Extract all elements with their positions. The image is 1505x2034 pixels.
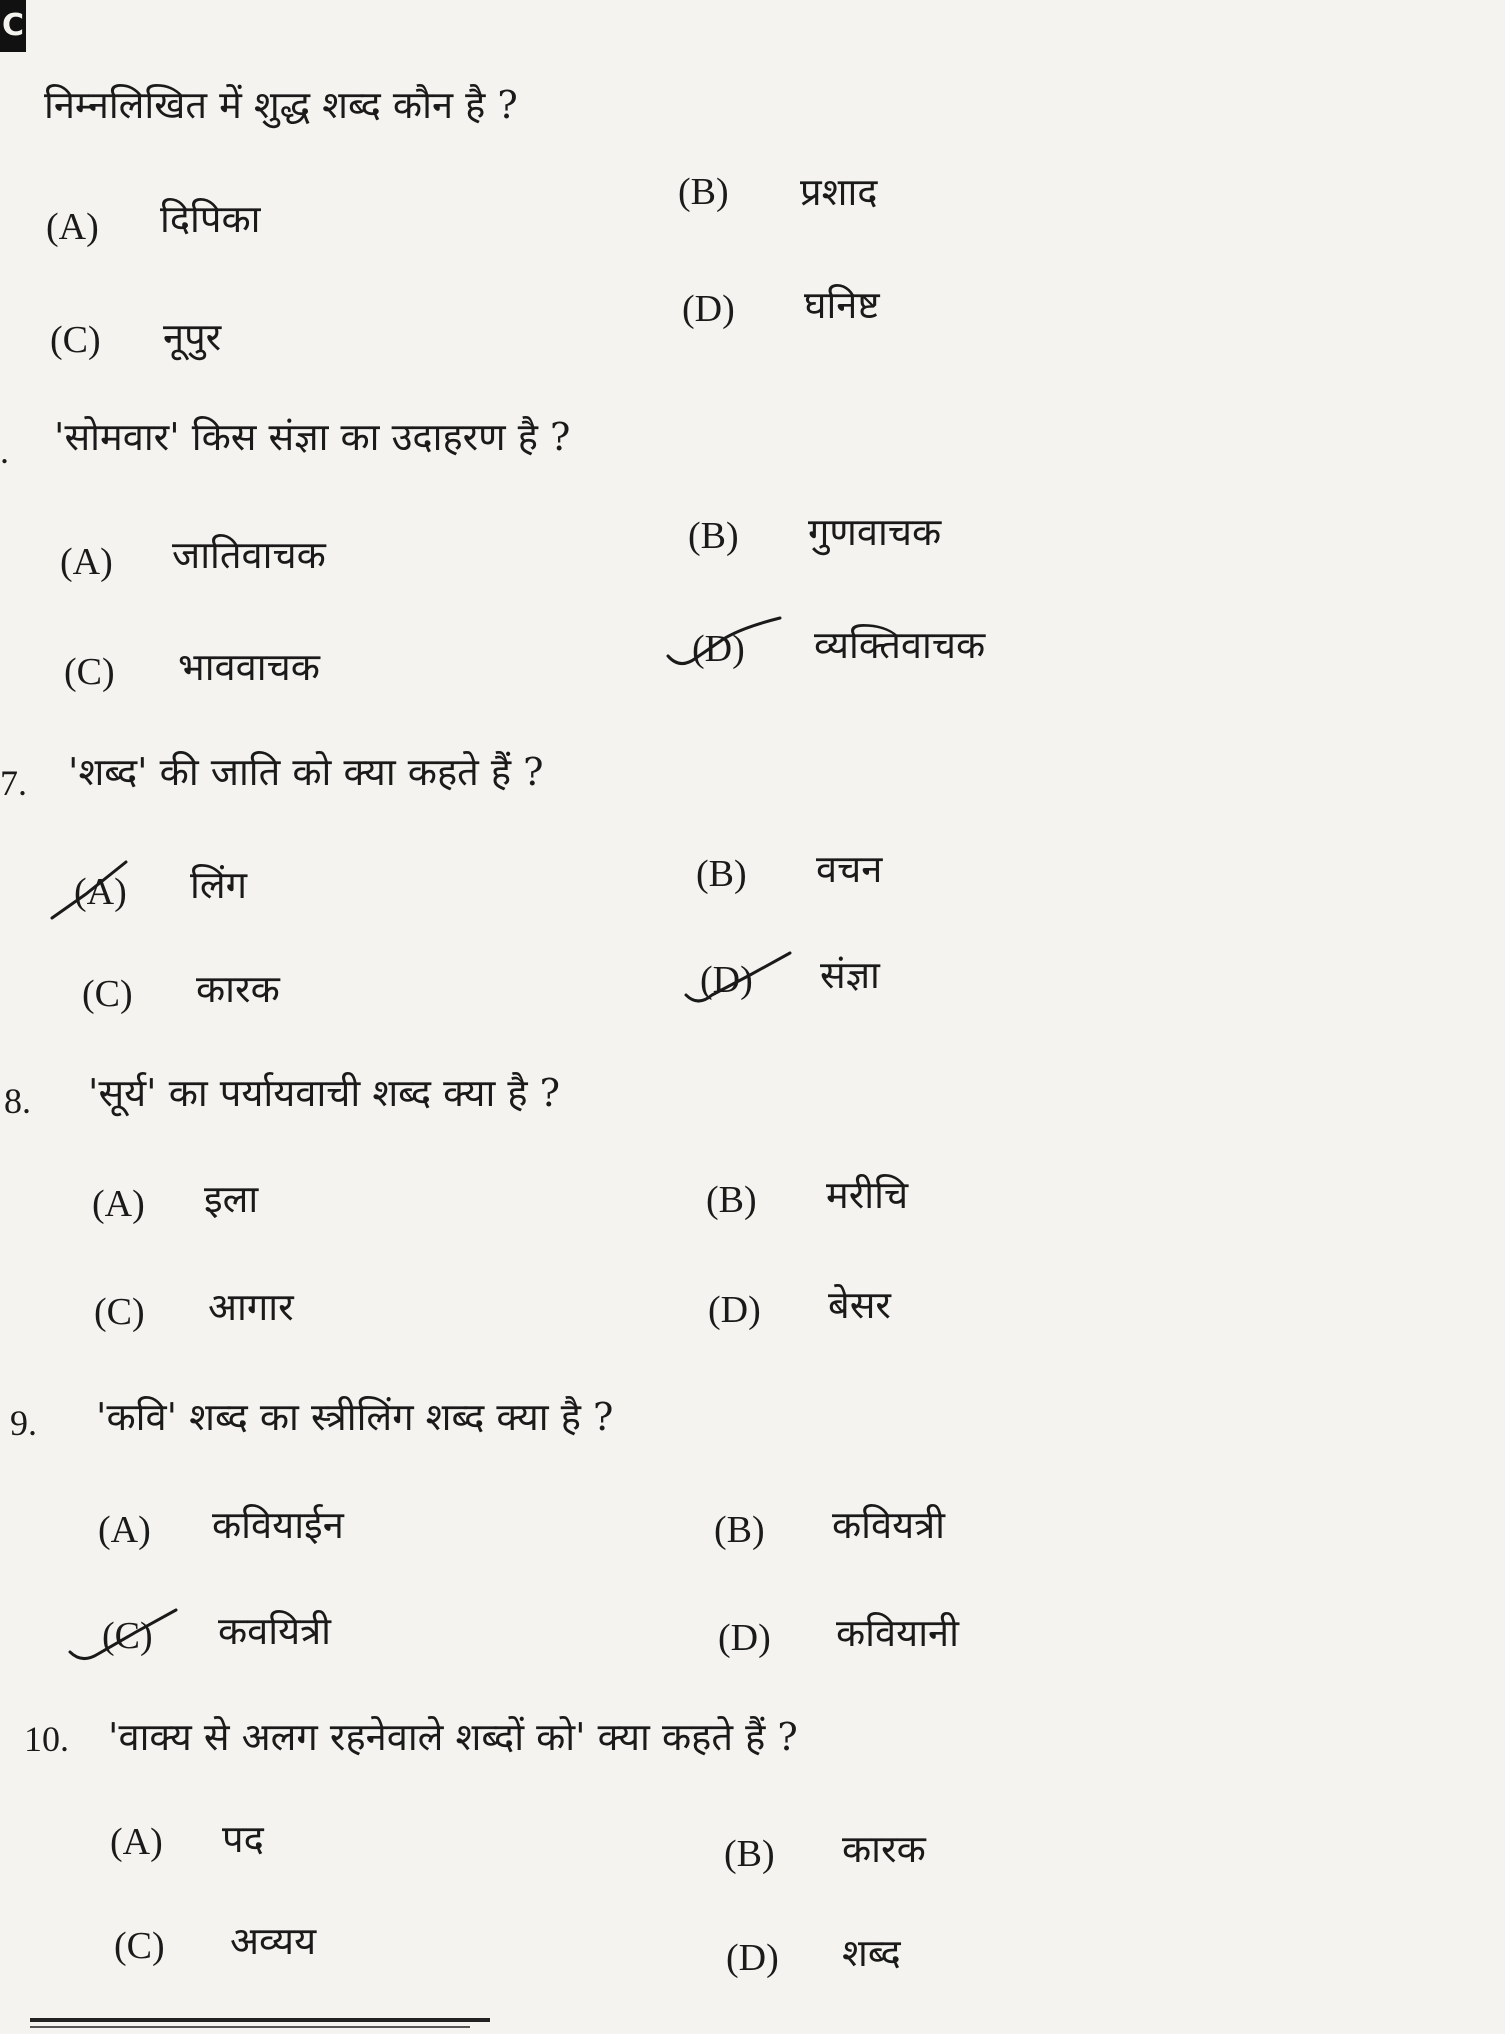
question-2-option-a-text: जातिवाचक [172, 533, 326, 577]
question-5-option-a-text: कवियाईन [212, 1503, 344, 1547]
question-5-option-a-letter: (A) [98, 1509, 151, 1551]
question-3-number: 7. [0, 763, 27, 803]
question-3-option-b-text: वचन [816, 847, 883, 891]
question-6-option-d-letter: (D) [726, 1937, 779, 1979]
question-2-option-d-text: व्यक्तिवाचक [814, 623, 986, 667]
question-4-number: 8. [4, 1081, 31, 1121]
question-5-option-c-letter: (C) [102, 1615, 153, 1657]
question-2-option-b-letter: (B) [688, 515, 739, 557]
question-6-number: 10. [24, 1719, 69, 1759]
question-6-option-c-letter: (C) [114, 1925, 165, 1967]
corner-mark: C [0, 0, 26, 52]
question-2-option-b-text: गुणवाचक [808, 510, 942, 554]
question-2-option-c-text: भाववाचक [178, 645, 320, 689]
question-1-option-c-letter: (C) [50, 319, 101, 361]
question-1-option-a-letter: (A) [46, 206, 99, 248]
question-4-option-d-text: बेसर [828, 1283, 891, 1327]
question-1-option-d-letter: (D) [682, 288, 735, 330]
question-2-option-d-letter: (D) [692, 628, 745, 670]
question-3-option-b-letter: (B) [696, 853, 747, 895]
question-5-option-d-letter: (D) [718, 1617, 771, 1659]
question-5-option-b-letter: (B) [714, 1509, 765, 1551]
question-4-option-b-letter: (B) [706, 1179, 757, 1221]
question-3-text: 'शब्द' की जाति को क्या कहते हैं ? [68, 750, 544, 794]
question-3-option-c-letter: (C) [82, 973, 133, 1015]
question-6-option-d-text: शब्द [842, 1931, 901, 1975]
question-4-option-d-letter: (D) [708, 1289, 761, 1331]
question-2-option-c-letter: (C) [64, 651, 115, 693]
question-4-text: 'सूर्य' का पर्यायवाची शब्द क्या है ? [88, 1071, 561, 1115]
question-5-option-c-text: कवयित्री [218, 1609, 332, 1653]
question-5-text: 'कवि' शब्द का स्त्रीलिंग शब्द क्या है ? [96, 1395, 614, 1439]
question-4-option-a-letter: (A) [92, 1183, 145, 1225]
question-6-option-a-letter: (A) [110, 1821, 163, 1863]
question-5-option-d-text: कवियानी [836, 1611, 959, 1655]
question-3-option-c-text: कारक [196, 967, 280, 1011]
footer-rule-thin [30, 2026, 470, 2028]
footer-rule [30, 2018, 490, 2022]
question-4-option-c-text: आगार [208, 1285, 294, 1329]
question-6-option-a-text: पद [222, 1817, 264, 1861]
question-6-text: 'वाक्य से अलग रहनेवाले शब्दों को' क्या कहते हैं ? [108, 1715, 798, 1759]
question-3-option-a-letter: (A) [74, 871, 127, 913]
question-2-number: . [0, 431, 9, 471]
question-1-option-b-letter: (B) [678, 171, 729, 213]
question-2-option-a-letter: (A) [60, 541, 113, 583]
question-1-option-b-text: प्रशाद [800, 170, 878, 214]
question-4-option-a-text: इला [204, 1177, 259, 1221]
question-3-option-d-letter: (D) [700, 959, 753, 1001]
question-5-number: 9. [10, 1403, 37, 1443]
question-2-text: 'सोमवार' किस संज्ञा का उदाहरण है ? [54, 415, 571, 459]
question-4-option-b-text: मरीचि [826, 1173, 909, 1217]
question-4-option-c-letter: (C) [94, 1291, 145, 1333]
question-3-option-a-text: लिंग [190, 863, 248, 907]
question-1-option-d-text: घनिष्ट [804, 283, 880, 327]
question-5-option-b-text: कवियत्री [832, 1503, 946, 1547]
question-6-option-b-text: कारक [842, 1827, 926, 1871]
question-3-option-d-text: संज्ञा [820, 953, 880, 997]
question-1-option-a-text: दिपिका [160, 197, 261, 241]
question-6-option-c-text: अव्यय [230, 1919, 317, 1963]
question-6-option-b-letter: (B) [724, 1833, 775, 1875]
question-1-option-c-text: नूपुर [163, 315, 222, 359]
question-1-text: निम्नलिखित में शुद्ध शब्द कौन है ? [44, 83, 518, 127]
